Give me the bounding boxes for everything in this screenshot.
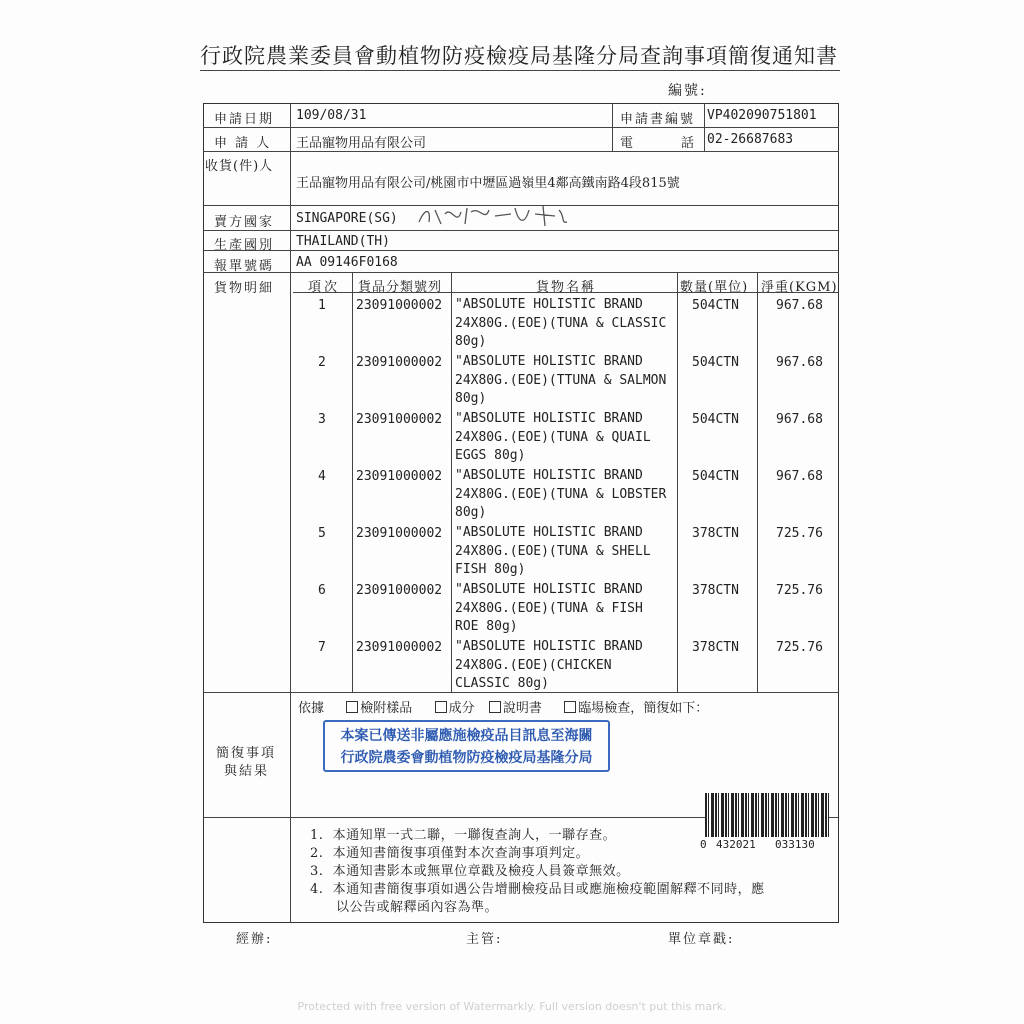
column-header-weight: 淨重(KGM) [761, 280, 838, 295]
phone-value: 02-26687683 [707, 132, 794, 147]
column-header-code: 貨品分類號列 [358, 280, 443, 295]
note-number: 2. [310, 846, 324, 861]
applicant-value: 王品寵物用品有限公司 [296, 136, 427, 151]
note-text: 本通知單一式二聯，一聯復查詢人，一聯存查。 [332, 828, 617, 843]
row-goods-name: "ABSOLUTE HOLISTIC BRAND 24X80G.(EOE)(TUNA & LOBSTER 80g) [455, 468, 667, 520]
row-item-number: 3 [318, 412, 326, 427]
inspection-checkbox[interactable] [564, 701, 576, 713]
handwritten-annotation [415, 204, 570, 228]
consignee-label: 收貨(件)人 [205, 159, 274, 174]
goods-details-label: 貨物明細 [214, 281, 275, 296]
header-column-divider [704, 103, 705, 151]
row-code: 23091000002 [356, 469, 443, 484]
header-column-divider [612, 103, 613, 151]
column-header-name: 貨物名稱 [536, 280, 597, 295]
note-item [310, 824, 616, 843]
table-column-divider [757, 272, 758, 692]
row-code: 23091000002 [356, 355, 443, 370]
row-goods-name: "ABSOLUTE HOLISTIC BRAND 24X80G.(EOE)(TUNA & FISH ROE 80g) [455, 582, 643, 634]
title-underline [200, 70, 840, 71]
row-code: 23091000002 [356, 640, 443, 655]
unit-seal-label: 單位章戳: [668, 932, 735, 947]
row-item-number: 1 [318, 298, 326, 313]
applicant-label: 申 請 人 [214, 136, 272, 151]
barcode-digits-right: 033130 [775, 838, 815, 851]
row-code: 23091000002 [356, 298, 443, 313]
row-item-number: 7 [318, 640, 326, 655]
sample-option-label: 檢附樣品 [360, 701, 413, 716]
row-divider [203, 272, 839, 273]
row-quantity: 504CTN [692, 469, 739, 484]
row-quantity: 504CTN [692, 298, 739, 313]
note-number: 1. [310, 828, 324, 843]
seller-country-value: SINGAPORE(SG) [296, 211, 398, 226]
row-net-weight: 725.76 [776, 583, 823, 598]
row-divider [203, 127, 839, 128]
note-item [310, 878, 765, 897]
reply-basis-line [298, 697, 708, 716]
table-column-divider [677, 272, 678, 692]
apply-date-value: 109/08/31 [296, 108, 367, 123]
row-code: 23091000002 [356, 526, 443, 541]
row-quantity: 504CTN [692, 412, 739, 427]
note-text: 本通知書簡復事項僅對本次查詢事項判定。 [332, 846, 590, 861]
serial-number-label: 編號: [668, 83, 707, 99]
row-net-weight: 725.76 [776, 640, 823, 655]
watermark-text: Protected with free version of Watermarkly. Full version doesn't put this mark. [297, 1000, 727, 1013]
row-net-weight: 967.68 [776, 355, 823, 370]
note-number: 4. [310, 882, 324, 897]
inspection-option-label: 臨場檢查，簡復如下： [578, 701, 709, 716]
table-column-divider [451, 272, 452, 692]
column-header-quantity: 數量(單位) [680, 280, 749, 295]
row-code: 23091000002 [356, 583, 443, 598]
reply-section-label-line2: 與結果 [224, 764, 270, 779]
barcode-digits-middle: 432021 [716, 838, 756, 851]
row-quantity: 378CTN [692, 583, 739, 598]
label-column-divider [290, 103, 291, 923]
note-number: 3. [310, 864, 324, 879]
manual-checkbox[interactable] [489, 701, 501, 713]
row-quantity: 378CTN [692, 526, 739, 541]
row-divider [203, 230, 839, 231]
stamp-line-2: 行政院農委會動植物防疫檢疫局基隆分局 [340, 750, 593, 766]
declaration-number-label: 報單號碼 [214, 259, 275, 274]
origin-country-label: 生產國別 [214, 238, 275, 253]
phone-label-char1: 電 [620, 136, 636, 151]
origin-country-value: THAILAND(TH) [296, 234, 390, 249]
row-goods-name: "ABSOLUTE HOLISTIC BRAND 24X80G.(EOE)(CHICKEN CLASSIC 80g) [455, 639, 643, 691]
row-code: 23091000002 [356, 412, 443, 427]
stamp-line-1: 本案已傳送非屬應施檢疫品目訊息至海關 [340, 728, 593, 744]
row-goods-name: "ABSOLUTE HOLISTIC BRAND 24X80G.(EOE)(TTUNA & SALMON 80g) [455, 354, 667, 406]
sample-checkbox[interactable] [346, 701, 358, 713]
row-item-number: 5 [318, 526, 326, 541]
row-quantity: 378CTN [692, 640, 739, 655]
row-item-number: 2 [318, 355, 326, 370]
row-divider [203, 250, 839, 251]
manual-option-label: 說明書 [502, 701, 542, 716]
ingredient-checkbox[interactable] [435, 701, 447, 713]
row-divider [203, 151, 839, 152]
note-item-continuation [336, 896, 498, 915]
row-quantity: 504CTN [692, 355, 739, 370]
row-item-number: 4 [318, 469, 326, 484]
document-title: 行政院農業委員會動植物防疫檢疫局基隆分局查詢事項簡復通知書 [200, 44, 838, 68]
supervisor-label: 主管: [466, 932, 503, 947]
ingredient-option-label: 成分 [448, 701, 475, 716]
row-goods-name: "ABSOLUTE HOLISTIC BRAND 24X80G.(EOE)(TUNA & QUAIL EGGS 80g) [455, 411, 651, 463]
row-net-weight: 725.76 [776, 526, 823, 541]
apply-date-label: 申請日期 [214, 112, 275, 127]
official-stamp [323, 720, 610, 772]
reply-section-label-line1: 簡復事項 [216, 746, 277, 761]
consignee-value: 王品寵物用品有限公司/桃園市中壢區過嶺里4鄰高鐵南路4段815號 [296, 176, 680, 191]
seller-country-label: 賣方國家 [214, 215, 275, 230]
row-goods-name: "ABSOLUTE HOLISTIC BRAND 24X80G.(EOE)(TUNA & SHELL FISH 80g) [455, 525, 651, 577]
note-item [310, 842, 589, 861]
note-text: 本通知書影本或無單位章戳及檢疫人員簽章無效。 [332, 864, 630, 879]
table-column-divider [352, 272, 353, 692]
note-text: 以公告或解釋函內容為準。 [336, 900, 499, 915]
phone-label-char2: 話 [681, 136, 697, 151]
row-item-number: 6 [318, 583, 326, 598]
note-text: 本通知書簡復事項如遇公告增刪檢疫品目或應施檢疫範圍解釋不同時，應 [332, 882, 765, 897]
column-header-item: 項次 [308, 280, 341, 295]
row-goods-name: "ABSOLUTE HOLISTIC BRAND 24X80G.(EOE)(TUNA & CLASSIC 80g) [455, 297, 667, 349]
application-number-value: VP402090751801 [707, 108, 817, 123]
barcode [705, 793, 829, 837]
row-net-weight: 967.68 [776, 298, 823, 313]
row-net-weight: 967.68 [776, 412, 823, 427]
barcode-digit-left: 0 [700, 838, 707, 851]
basis-label: 依據 [298, 701, 325, 716]
declaration-number-value: AA 09146F0168 [296, 255, 398, 270]
application-number-label: 申請書編號 [620, 112, 696, 127]
row-net-weight: 967.68 [776, 469, 823, 484]
handler-label: 經辦: [236, 932, 273, 947]
note-item [310, 860, 630, 879]
